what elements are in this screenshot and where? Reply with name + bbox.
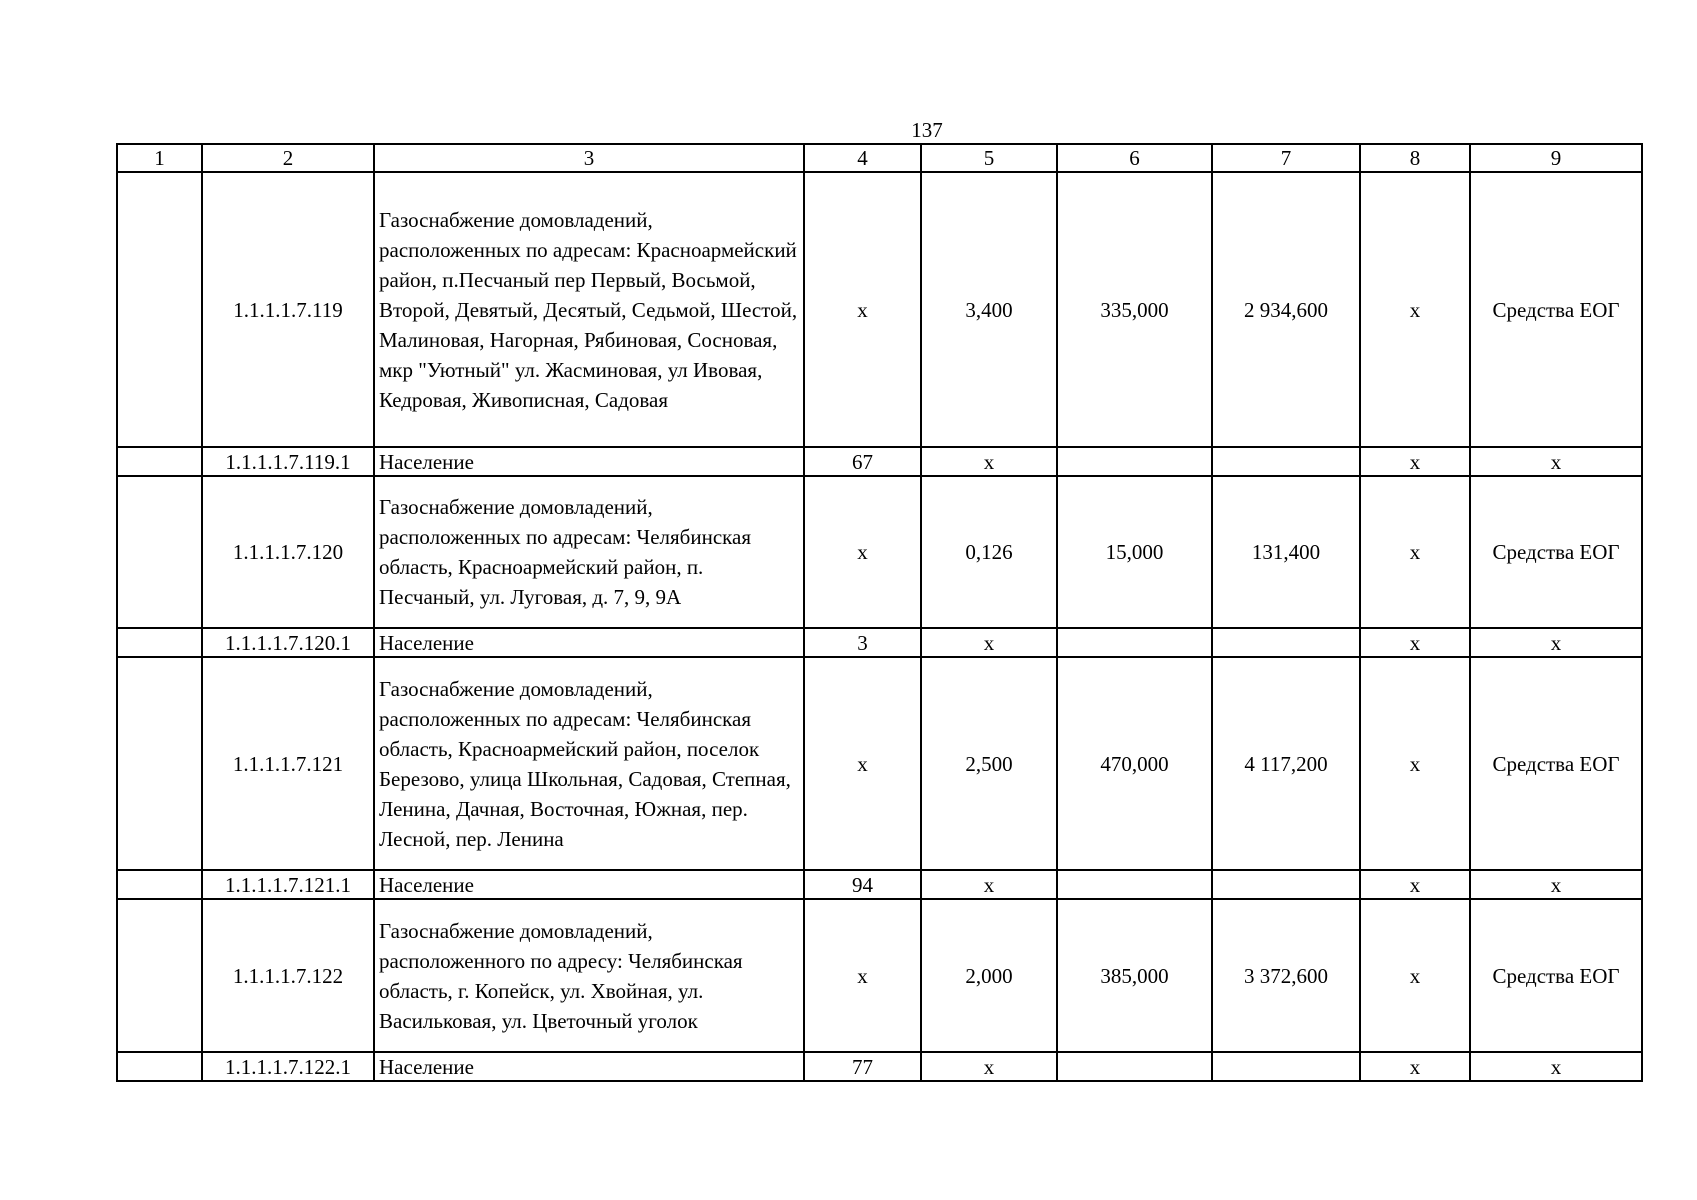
col8-cell: x xyxy=(1360,870,1470,899)
column-header-row xyxy=(117,144,1642,172)
col5-cell: x xyxy=(921,870,1057,899)
col4-cell: x xyxy=(804,172,921,447)
column-header: 5 xyxy=(921,144,1057,172)
code-cell: 1.1.1.1.7.122 xyxy=(202,899,374,1052)
description-cell: Население xyxy=(374,447,804,476)
col8-cell: x xyxy=(1360,657,1470,870)
description-cell: Население xyxy=(374,870,804,899)
col4-cell: 67 xyxy=(804,447,921,476)
table-subrow xyxy=(117,1052,1642,1081)
description-cell: Население xyxy=(374,1052,804,1081)
col4-cell: x xyxy=(804,899,921,1052)
col1-cell xyxy=(117,1052,202,1081)
description-cell: Газоснабжение домовладений, расположенных по адресам: Челябинская область, Красноармейский район, поселок Березово, улица Школьная, Садовая, Степная, Ленина, Дачная, Восточная, Южная, пер. Лесной, пер. Ленина xyxy=(374,657,804,870)
col4-cell: x xyxy=(804,657,921,870)
col5-cell: x xyxy=(921,628,1057,657)
col5-cell: 3,400 xyxy=(921,172,1057,447)
table-subrow xyxy=(117,628,1642,657)
funding-source-cell: x xyxy=(1470,870,1642,899)
col1-cell xyxy=(117,628,202,657)
table-row xyxy=(117,476,1642,628)
column-header: 1 xyxy=(117,144,202,172)
col7-cell: 131,400 xyxy=(1212,476,1360,628)
description-cell: Газоснабжение домовладений, расположенных по адресам: Челябинская область, Красноармейский район, п. Песчаный, ул. Луговая, д. 7, 9, 9А xyxy=(374,476,804,628)
funding-source-cell: x xyxy=(1470,628,1642,657)
funding-source-cell: Средства ЕОГ xyxy=(1470,476,1642,628)
col5-cell: x xyxy=(921,447,1057,476)
page-number: 137 xyxy=(911,118,943,142)
table-row xyxy=(117,172,1642,447)
col1-cell xyxy=(117,870,202,899)
col5-cell: 2,000 xyxy=(921,899,1057,1052)
col5-cell: x xyxy=(921,1052,1057,1081)
column-header: 8 xyxy=(1360,144,1470,172)
col8-cell: x xyxy=(1360,628,1470,657)
col7-cell: 3 372,600 xyxy=(1212,899,1360,1052)
col7-cell xyxy=(1212,1052,1360,1081)
description-cell: Население xyxy=(374,628,804,657)
code-cell: 1.1.1.1.7.120.1 xyxy=(202,628,374,657)
description-cell: Газоснабжение домовладений, расположенных по адресам: Красноармейский район, п.Песчаный пер Первый, Восьмой, Второй, Девятый, Десятый, Седьмой, Шестой, Малиновая, Нагорная, Рябиновая, Сосновая, мкр "Уютный" ул. Жасминовая, ул Ивовая, Кедровая, Живописная, Садовая xyxy=(374,172,804,447)
col4-cell: 77 xyxy=(804,1052,921,1081)
code-cell: 1.1.1.1.7.119.1 xyxy=(202,447,374,476)
col1-cell xyxy=(117,476,202,628)
col1-cell xyxy=(117,172,202,447)
col4-cell: 94 xyxy=(804,870,921,899)
data-table xyxy=(116,143,1643,1082)
funding-source-cell: Средства ЕОГ xyxy=(1470,657,1642,870)
col6-cell: 335,000 xyxy=(1057,172,1212,447)
funding-source-cell: Средства ЕОГ xyxy=(1470,172,1642,447)
col1-cell xyxy=(117,657,202,870)
column-header: 6 xyxy=(1057,144,1212,172)
code-cell: 1.1.1.1.7.120 xyxy=(202,476,374,628)
col8-cell: x xyxy=(1360,899,1470,1052)
code-cell: 1.1.1.1.7.119 xyxy=(202,172,374,447)
col1-cell xyxy=(117,899,202,1052)
funding-source-cell: x xyxy=(1470,1052,1642,1081)
col1-cell xyxy=(117,447,202,476)
col7-cell xyxy=(1212,447,1360,476)
column-header: 2 xyxy=(202,144,374,172)
column-header: 9 xyxy=(1470,144,1642,172)
col8-cell: x xyxy=(1360,172,1470,447)
col8-cell: x xyxy=(1360,1052,1470,1081)
col6-cell: 15,000 xyxy=(1057,476,1212,628)
col7-cell xyxy=(1212,628,1360,657)
col7-cell xyxy=(1212,870,1360,899)
col6-cell xyxy=(1057,447,1212,476)
table-row xyxy=(117,657,1642,870)
col6-cell xyxy=(1057,870,1212,899)
col8-cell: x xyxy=(1360,476,1470,628)
col4-cell: x xyxy=(804,476,921,628)
table-subrow xyxy=(117,870,1642,899)
col8-cell: x xyxy=(1360,447,1470,476)
column-header: 4 xyxy=(804,144,921,172)
col6-cell xyxy=(1057,1052,1212,1081)
code-cell: 1.1.1.1.7.121.1 xyxy=(202,870,374,899)
column-header: 3 xyxy=(374,144,804,172)
col4-cell: 3 xyxy=(804,628,921,657)
funding-source-cell: x xyxy=(1470,447,1642,476)
table-row xyxy=(117,899,1642,1052)
column-header: 7 xyxy=(1212,144,1360,172)
col6-cell: 470,000 xyxy=(1057,657,1212,870)
col7-cell: 4 117,200 xyxy=(1212,657,1360,870)
funding-source-cell: Средства ЕОГ xyxy=(1470,899,1642,1052)
table-subrow xyxy=(117,447,1642,476)
col6-cell xyxy=(1057,628,1212,657)
col5-cell: 0,126 xyxy=(921,476,1057,628)
code-cell: 1.1.1.1.7.122.1 xyxy=(202,1052,374,1081)
col6-cell: 385,000 xyxy=(1057,899,1212,1052)
description-cell: Газоснабжение домовладений, расположенного по адресу: Челябинская область, г. Копейск, ул. Хвойная, ул. Васильковая, ул. Цветочный уголок xyxy=(374,899,804,1052)
code-cell: 1.1.1.1.7.121 xyxy=(202,657,374,870)
col7-cell: 2 934,600 xyxy=(1212,172,1360,447)
col5-cell: 2,500 xyxy=(921,657,1057,870)
